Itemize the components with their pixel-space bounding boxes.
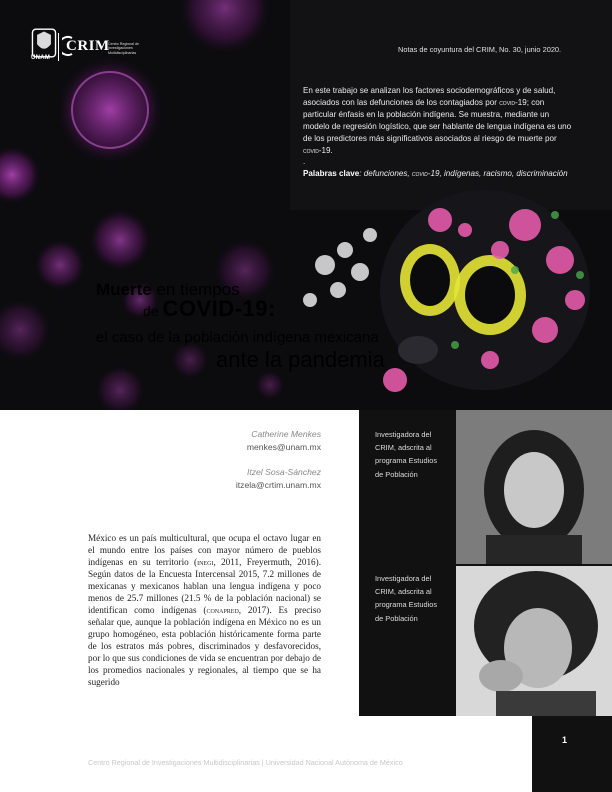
keywords-covid: covid bbox=[411, 169, 428, 179]
unam-label: UNAM bbox=[31, 55, 51, 61]
abstract-covid: covid bbox=[499, 97, 516, 107]
page-number-box bbox=[532, 716, 612, 792]
portrait-image bbox=[456, 566, 612, 716]
author-bio: Investigadora del CRIM, adscrita al programa Estudios de Población bbox=[375, 574, 438, 623]
portrait-image bbox=[456, 410, 612, 564]
series-note: Notas de coyuntura del CRIM, No. 30, junio 2020. bbox=[398, 45, 562, 54]
title-line-3: el caso de la población indígena mexicana bbox=[96, 329, 379, 346]
keywords-text: : defunciones, bbox=[359, 169, 412, 179]
logo-divider bbox=[58, 33, 60, 61]
title-line-2 bbox=[143, 296, 276, 322]
title-word: de bbox=[143, 303, 163, 319]
abstract bbox=[303, 85, 575, 180]
body-acronym: conapred bbox=[206, 605, 239, 615]
author-bio: Investigadora del CRIM, adscrita al programa Estudios de Población bbox=[375, 430, 438, 479]
abstract-covid: covid bbox=[303, 145, 319, 155]
body-paragraph: México es un país multicultural, que ocupa el octavo lugar en el mundo entre los países con mayor número de pueblos indígenas en su territorio ( bbox=[88, 533, 321, 567]
virus-icon bbox=[58, 58, 162, 162]
abstract-text: -19. bbox=[318, 145, 333, 155]
page-number: 1 bbox=[562, 735, 568, 745]
body-text bbox=[88, 532, 321, 688]
keywords-label: Palabras clave bbox=[303, 169, 360, 179]
unam-logo-icon bbox=[31, 28, 57, 58]
keywords-text: -19, indígenas, racismo, discriminación bbox=[427, 169, 568, 179]
authors-block bbox=[236, 428, 321, 492]
body-paragraph: , 2017). Es preciso señalar que, aunque la población indígena en México no es un grupo homogéneo, esta población históricamente forma parte de los estratos más pobres, discriminados y desfavorecidos, por lo que sus condiciones de vida se encuentran por debajo de los promedios nacionales y regionales, al tiempo que se ha sugerido bbox=[88, 605, 321, 687]
abstract-dot: . bbox=[303, 157, 306, 167]
author-email[interactable]: menkes@unam.mx bbox=[246, 442, 321, 452]
body-paragraph: , 2011, Freyermuth, 2016). Según datos de la Encuesta Intercensal 2015, 7.2 millones de mexicanas y mexicanos hablan una lengua indígena y poco menos de 25.7 millones (21.5 % de la población nacional) se identifican como indígenas ( bbox=[88, 557, 321, 615]
keywords bbox=[303, 168, 575, 180]
title-covid: COVID-19: bbox=[162, 296, 276, 321]
title-line-4: ante la pandemia bbox=[216, 347, 385, 372]
author-photo bbox=[456, 410, 612, 564]
author-name: Catherine Menkes bbox=[251, 429, 321, 439]
abstract-text: -19; con particular énfasis en la población indígena. Se muestra, mediante un modelo de regresión logístico, que ser hablante de lengua indígena es uno de los predictores más significativos asociados al riesgo de muerte por bbox=[303, 97, 572, 143]
author-email[interactable]: itzela@crtim.unam.mx bbox=[235, 480, 321, 490]
title-word: en tiempos bbox=[151, 280, 240, 299]
crim-subtitle: Centro Regional de Investigaciones Multidisciplinarias bbox=[108, 42, 139, 55]
author-name: Itzel Sosa-Sánchez bbox=[246, 467, 321, 477]
title-word: Muerte bbox=[96, 280, 152, 299]
footer-text: Centro Regional de Investigaciones Multidisciplinarias | Universidad Nacional Autónoma de México bbox=[88, 758, 403, 767]
abstract-text: En este trabajo se analizan los factores sociodemográficos y de salud, asociados con las defunciones de los contagiados por bbox=[303, 86, 556, 107]
crim-label: CRIM bbox=[66, 38, 110, 54]
author-photo bbox=[456, 566, 612, 716]
body-acronym: inegi bbox=[197, 557, 214, 567]
